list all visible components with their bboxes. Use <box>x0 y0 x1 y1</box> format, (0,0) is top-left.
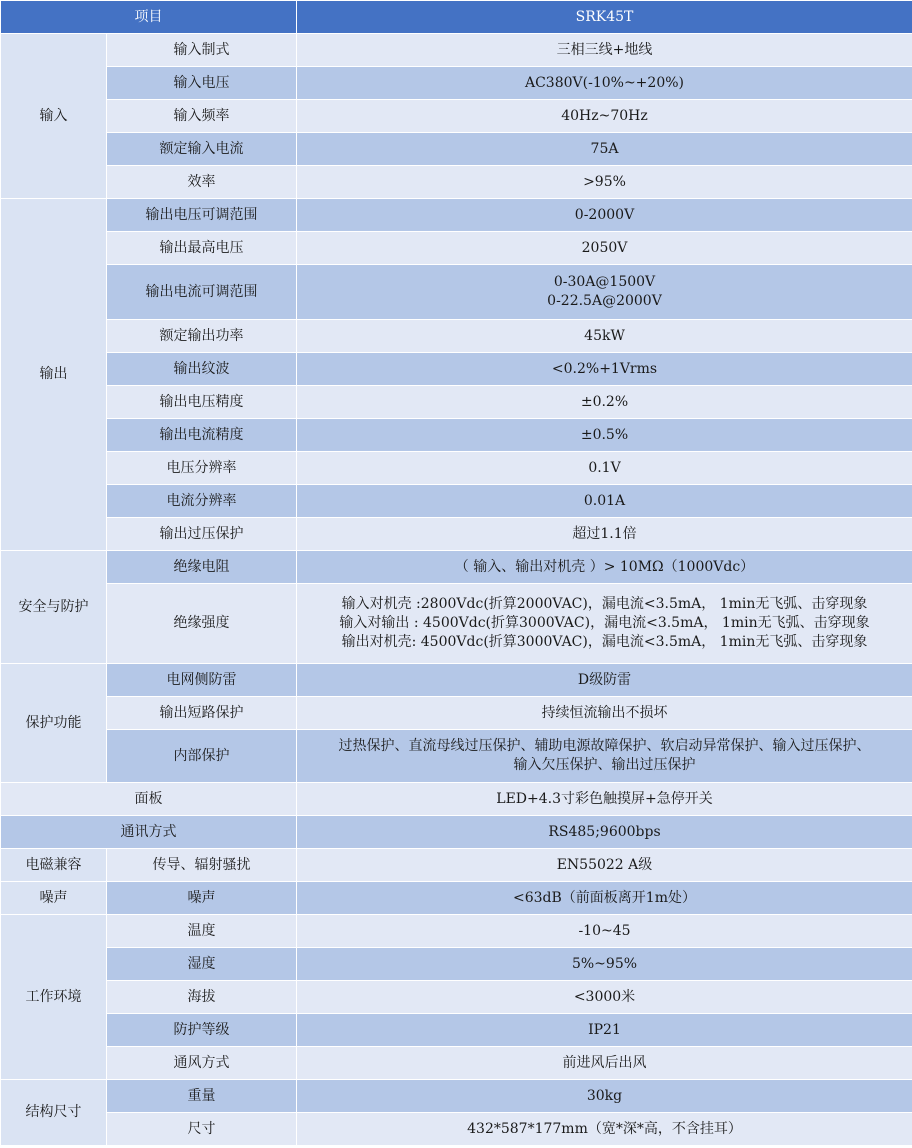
param-value: 432*587*177mm（宽*深*高，不含挂耳） <box>297 1113 912 1146</box>
table-row <box>1 34 912 67</box>
param-label: 输出最高电压 <box>107 232 297 265</box>
param-value: 2050V <box>297 232 912 265</box>
param-label: 尺寸 <box>107 1113 297 1146</box>
param-value: 40Hz~70Hz <box>297 100 912 133</box>
param-value: -10~45 <box>297 915 912 948</box>
header-row <box>1 1 912 34</box>
param-value: 三相三线+地线 <box>297 34 912 67</box>
param-value: 75A <box>297 133 912 166</box>
table-row <box>1 386 912 419</box>
param-label: 噪声 <box>107 882 297 915</box>
param-label: 输出电流精度 <box>107 419 297 452</box>
param-label: 重量 <box>107 1080 297 1113</box>
param-label: 电流分辨率 <box>107 485 297 518</box>
param-label: 输出过压保护 <box>107 518 297 551</box>
param-value: <63dB（前面板离开1m处） <box>297 882 912 915</box>
table-row <box>1 915 912 948</box>
param-label: 绝缘电阻 <box>107 551 297 584</box>
param-label: 内部保护 <box>107 730 297 783</box>
table-row <box>1 100 912 133</box>
param-value: 超过1.1倍 <box>297 518 912 551</box>
param-value: EN55022 A级 <box>297 849 912 882</box>
table-row <box>1 133 912 166</box>
param-value: 前进风后出风 <box>297 1047 912 1080</box>
group-label: 噪声 <box>1 882 107 915</box>
group-label: 电磁兼容 <box>1 849 107 882</box>
param-value: LED+4.3寸彩色触摸屏+急停开关 <box>297 783 912 816</box>
table-row <box>1 551 912 584</box>
param-label: 额定输入电流 <box>107 133 297 166</box>
value-line: 输入对输出 : 4500Vdc(折算3000VAC)，漏电流<3.5mA， 1min无飞弧、击穿现象 <box>339 615 870 631</box>
param-value: 0.01A <box>297 485 912 518</box>
group-label: 保护功能 <box>1 664 107 783</box>
param-value: IP21 <box>297 1014 912 1047</box>
param-value: 持续恒流输出不损坏 <box>297 697 912 730</box>
group-label: 输入 <box>1 34 107 199</box>
param-value: <0.2%+1Vrms <box>297 353 912 386</box>
table-row <box>1 849 912 882</box>
param-value: >95% <box>297 166 912 199</box>
param-label: 输出电压可调范围 <box>107 199 297 232</box>
param-value <box>297 584 912 664</box>
value-line: 输入对机壳 :2800Vdc(折算2000VAC)，漏电流<3.5mA， 1min无飞弧、击穿现象 <box>341 596 868 612</box>
param-label: 面板 <box>1 783 297 816</box>
param-label: 电网侧防雷 <box>107 664 297 697</box>
param-value: RS485;9600bps <box>297 816 912 849</box>
param-value: （ 输入、输出对机壳 ）> 10MΩ（1000Vdc） <box>297 551 912 584</box>
param-value: <3000米 <box>297 981 912 1014</box>
param-value: 0.1V <box>297 452 912 485</box>
table-row <box>1 232 912 265</box>
param-value: ±0.5% <box>297 419 912 452</box>
table-row <box>1 882 912 915</box>
table-row <box>1 783 912 816</box>
table-row <box>1 697 912 730</box>
param-label: 温度 <box>107 915 297 948</box>
table-row <box>1 419 912 452</box>
value-line: 输出对机壳: 4500Vdc(折算3000VAC)，漏电流<3.5mA， 1min无飞弧、击穿现象 <box>341 634 868 650</box>
table-row <box>1 1014 912 1047</box>
param-label: 输入电压 <box>107 67 297 100</box>
param-value: 0-2000V <box>297 199 912 232</box>
param-value: 30kg <box>297 1080 912 1113</box>
param-value: 5%~95% <box>297 948 912 981</box>
value-line: 0-30A@1500V <box>553 274 656 290</box>
table-row <box>1 67 912 100</box>
param-value: ±0.2% <box>297 386 912 419</box>
param-value: D级防雷 <box>297 664 912 697</box>
param-label: 效率 <box>107 166 297 199</box>
table-row <box>1 664 912 697</box>
table-row <box>1 265 912 320</box>
table-row <box>1 1047 912 1080</box>
value-line: 过热保护、直流母线过压保护、辅助电源故障保护、软启动异常保护、输入过压保护、 <box>338 738 871 754</box>
table-row <box>1 320 912 353</box>
table-row <box>1 452 912 485</box>
param-label: 通讯方式 <box>1 816 297 849</box>
table-row <box>1 353 912 386</box>
table-row <box>1 485 912 518</box>
param-label: 防护等级 <box>107 1014 297 1047</box>
table-row <box>1 1113 912 1146</box>
table-row <box>1 981 912 1014</box>
param-label: 输入频率 <box>107 100 297 133</box>
table-row <box>1 948 912 981</box>
table-row <box>1 199 912 232</box>
param-label: 通风方式 <box>107 1047 297 1080</box>
table-row <box>1 730 912 783</box>
param-value: AC380V(-10%~+20%) <box>297 67 912 100</box>
table-row <box>1 1080 912 1113</box>
group-label: 结构尺寸 <box>1 1080 107 1146</box>
table-row <box>1 518 912 551</box>
group-label: 工作环境 <box>1 915 107 1080</box>
group-label: 安全与防护 <box>1 551 107 664</box>
value-line: 输入欠压保护、输出过压保护 <box>513 757 696 773</box>
param-value <box>297 730 912 783</box>
table-row <box>1 816 912 849</box>
param-value <box>297 265 912 320</box>
param-label: 绝缘强度 <box>107 584 297 664</box>
param-label: 输出短路保护 <box>107 697 297 730</box>
param-value: 45kW <box>297 320 912 353</box>
param-label: 输出纹波 <box>107 353 297 386</box>
header-model: SRK45T <box>297 1 912 34</box>
param-label: 输出电压精度 <box>107 386 297 419</box>
param-label: 电压分辨率 <box>107 452 297 485</box>
table-row <box>1 584 912 664</box>
param-label: 湿度 <box>107 948 297 981</box>
param-label: 海拔 <box>107 981 297 1014</box>
value-line: 0-22.5A@2000V <box>547 293 662 309</box>
table-row <box>1 166 912 199</box>
param-label: 额定输出功率 <box>107 320 297 353</box>
header-item: 项目 <box>1 1 297 34</box>
group-label: 输出 <box>1 199 107 551</box>
param-label: 输入制式 <box>107 34 297 67</box>
param-label: 输出电流可调范围 <box>107 265 297 320</box>
param-label: 传导、辐射骚扰 <box>107 849 297 882</box>
